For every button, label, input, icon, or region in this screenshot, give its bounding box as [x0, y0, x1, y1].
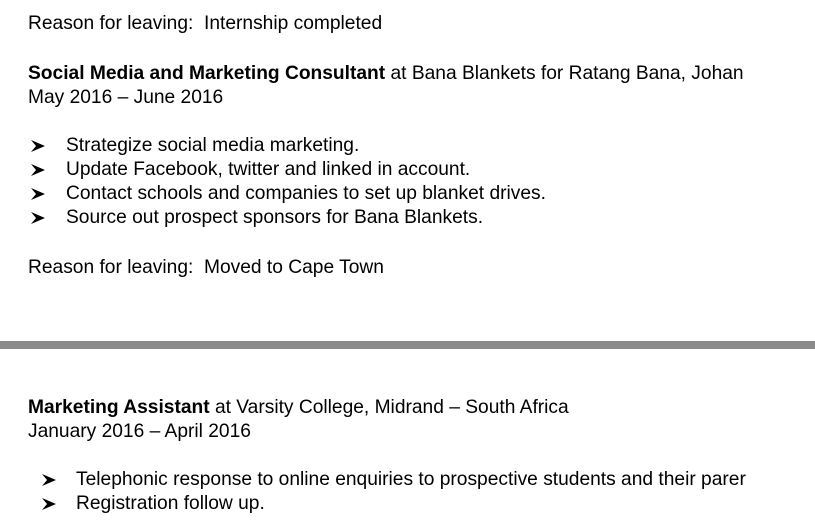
job-dates: January 2016 – April 2016 — [28, 421, 251, 442]
page-break-divider — [0, 341, 815, 349]
list-item: Update Facebook, twitter and linked in account. — [66, 159, 471, 180]
list-item: Source out prospect sponsors for Bana Blankets. — [66, 207, 484, 228]
reason-for-leaving-line — [28, 12, 382, 36]
job-employer: at Varsity College, Midrand – South Africa — [214, 397, 569, 418]
list-item: Telephonic response to online enquiries to prospective students and their parer — [76, 469, 746, 490]
list-item: Contact schools and companies to set up blanket drives. — [66, 183, 546, 204]
job-heading — [28, 396, 569, 420]
job-heading — [28, 62, 744, 86]
reason-label: Reason for leaving: — [28, 13, 194, 34]
list-item: Registration follow up. — [76, 493, 265, 514]
arrowhead-bullet-icon — [42, 474, 56, 486]
reason-value: Internship completed — [204, 13, 383, 34]
job-title: Marketing Assistant — [28, 397, 210, 418]
arrowhead-bullet-icon — [31, 212, 45, 224]
arrowhead-bullet-icon — [42, 498, 56, 510]
job-dates: May 2016 – June 2016 — [28, 87, 224, 108]
reason-for-leaving-line — [28, 256, 384, 280]
job-title: Social Media and Marketing Consultant — [28, 63, 386, 84]
list-item: Strategize social media marketing. — [66, 135, 360, 156]
reason-value: Moved to Cape Town — [204, 257, 384, 278]
arrowhead-bullet-icon — [31, 164, 45, 176]
arrowhead-bullet-icon — [31, 188, 45, 200]
job-employer: at Bana Blankets for Ratang Bana, Johan — [390, 63, 744, 84]
reason-label: Reason for leaving: — [28, 257, 194, 278]
arrowhead-bullet-icon — [31, 140, 45, 152]
